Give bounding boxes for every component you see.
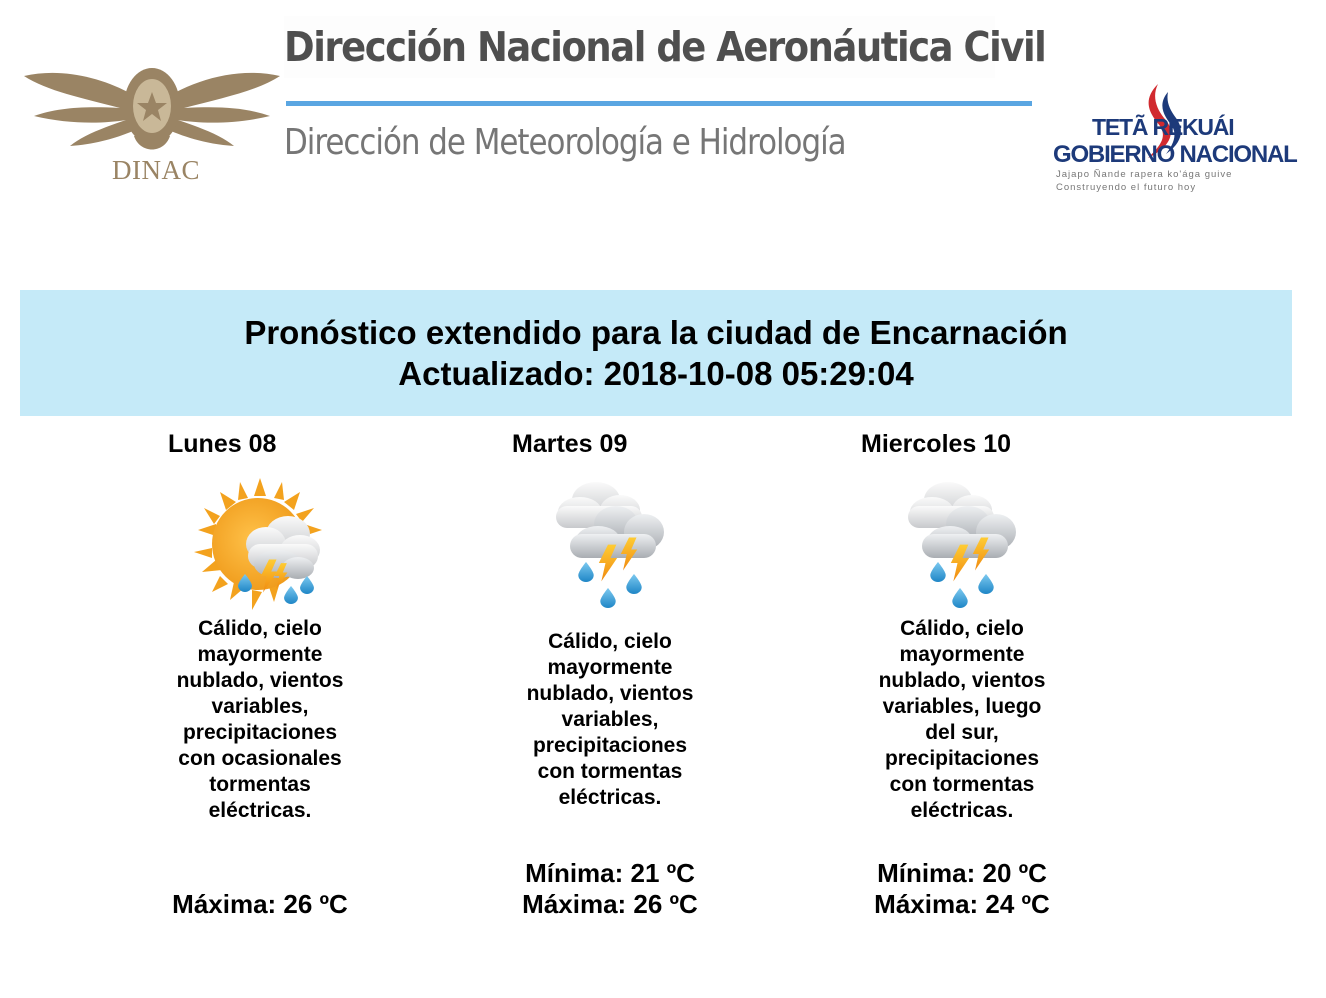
max-temperature: Máxima: 26 ºC — [522, 889, 698, 919]
forecast-banner — [20, 290, 1292, 416]
forecast-description: Cálido, cielo mayormente nublado, vientos variables, precipitaciones con tormentas eléctricas. — [526, 630, 694, 809]
min-temperature: Mínima: 21 ºC — [525, 858, 695, 888]
gov-logo-tagline2: Construyendo el futuro hoy — [1056, 182, 1197, 193]
updated-timestamp: Actualizado: 2018-10-08 05:29:04 — [398, 355, 914, 392]
org-subtitle: Dirección de Meteorología e Hidrología — [284, 122, 846, 163]
gov-logo-tagline1: Jajapo Ñande rapera ko'ága guive — [1056, 169, 1233, 180]
cloud-storm-icon — [540, 478, 680, 614]
dinac-logo-text: DINAC — [112, 155, 200, 185]
cloud-storm-icon — [892, 478, 1032, 614]
gov-logo-line2: GOBIERNO NACIONAL — [1053, 141, 1297, 168]
max-temperature: Máxima: 26 ºC — [172, 889, 348, 919]
org-title: Dirección Nacional de Aeronáutica Civil — [284, 16, 995, 78]
gobierno-nacional-logo — [1048, 82, 1297, 197]
forecast-description: Cálido, cielo mayormente nublado, vientos variables, luego del sur, precipitaciones con tormentas eléctricas. — [878, 617, 1046, 822]
day-name: Martes 09 — [512, 430, 628, 458]
day-name: Miercoles 10 — [861, 430, 1012, 458]
forecast-title: Pronóstico extendido para la ciudad de Encarnación — [244, 314, 1068, 351]
title-divider — [286, 101, 1032, 106]
day-name: Lunes 08 — [168, 430, 277, 458]
page-header — [0, 0, 1326, 210]
gov-logo-line1: TETÃ REKUÁI — [1092, 114, 1234, 140]
forecast-description: Cálido, cielo mayormente nublado, vientos variables, precipitaciones con ocasionales tormentas eléctricas. — [176, 617, 344, 822]
sun-cloud-storm-icon — [190, 478, 330, 614]
min-temperature: Mínima: 20 ºC — [877, 858, 1047, 888]
max-temperature: Máxima: 24 ºC — [874, 889, 1050, 919]
